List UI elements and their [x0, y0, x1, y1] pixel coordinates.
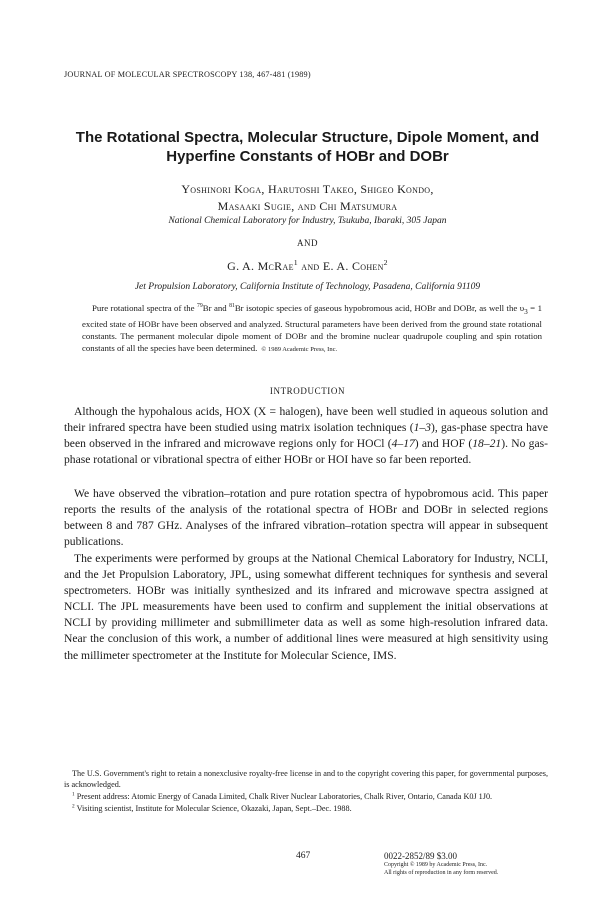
paragraph-text: ). No gas-phase rotational or vibrational spectra of either HOBr or HOI have so far been reported.: [64, 437, 548, 467]
intro-paragraph-3: The experiments were performed by groups at the National Chemical Laboratory for Industry, NCLI, and the Jet Propulsion Laboratory, JPL, using somewhat different techniques for synthesis and several spectrometers. HOBr was initially synthesized and its infrared and microwave spectra assigned at NCLI. The JPL measurements have been used to confirm and supplement the initial observations at NCLI by providing millimeter and submillimeter data as well as some high-resolution infrared data. Near the conclusion of this work, a number of additional lines were measured at high sensitivity using the millimeter spectrometer at the Institute for Molecular Science, IMS.: [64, 552, 548, 662]
footnote-government: The U.S. Government's right to retain a nonexclusive royalty-free license in and to the copyright covering this paper, for governmental purposes, is acknowledged.: [64, 769, 548, 789]
abstract-text: Br isotopic species of gaseous hypobromous acid, HOBr and DOBr, as well the υ: [234, 303, 525, 313]
rights-statement: All rights of reproduction in any form reserved.: [384, 870, 499, 876]
authors-line-2: Masaaki Sugie, and Chi Matsumura: [217, 199, 398, 213]
author-cohen: E. A. Cohen: [322, 259, 384, 273]
isotope-81: 81: [229, 303, 235, 310]
footnote-2: [64, 803, 548, 814]
section-heading-introduction: INTRODUCTION: [269, 386, 346, 396]
footnote-2-mark: 2: [72, 803, 75, 810]
abstract-text: = 1 excited state of HOBr have been observed and analyzed. Structural parameters have been derived from the ground state rotational constants. The permanent molecular dipole moment of DOBr and the bromine nuclear quadrupole coupling and spin rotation constants of all the species have been determined.: [82, 303, 542, 354]
footnote-2-text: Visiting scientist, Institute for Molecular Science, Okazaki, Japan, Sept.–Dec. 1988.: [74, 804, 352, 813]
title-line-1: The Rotational Spectra, Molecular Structure, Dipole Moment, and: [75, 129, 540, 146]
footnote-mark-2: 2: [383, 258, 388, 267]
publisher-copyright: Copyright © 1989 by Academic Press, Inc.: [384, 862, 488, 868]
footnote-1-text: Present address: Atomic Energy of Canada Limited, Chalk River Nuclear Laboratories, Chalk River, Ontario, Canada K0J 1J0.: [74, 792, 493, 801]
author-group-separator: AND: [297, 238, 318, 248]
reference-citation: 1–3: [413, 421, 431, 435]
title-line-2: Hyperfine Constants of HOBr and DOBr: [166, 148, 449, 165]
author-list-ncli: [40, 181, 575, 215]
footnotes: [64, 768, 548, 815]
isotope-79: 79: [197, 303, 203, 310]
footnote-1-mark: 1: [72, 791, 75, 798]
article-title: [40, 128, 575, 166]
page-number: 467: [296, 851, 311, 861]
footnote-1: [64, 791, 548, 802]
footnote-mark-1: 1: [293, 258, 298, 267]
author-mcrae: G. A. McRae: [227, 259, 294, 273]
publication-info: [384, 851, 564, 877]
issn-price: 0022-2852/89 $3.00: [384, 851, 457, 861]
vibration-subscript: 3: [524, 306, 528, 316]
paragraph-text: ) and HOF (: [414, 437, 473, 451]
affiliation-ncli: National Chemical Laboratory for Industry, Tsukuba, Ibaraki, 305 Japan: [168, 216, 447, 226]
intro-paragraph-1: [64, 404, 548, 468]
journal-header: JOURNAL OF MOLECULAR SPECTROSCOPY 138, 467-481 (1989): [64, 70, 311, 79]
affiliation-jpl: Jet Propulsion Laboratory, California Institute of Technology, Pasadena, California 91109: [134, 282, 481, 292]
abstract-copyright: © 1989 Academic Press, Inc.: [261, 346, 338, 354]
paragraph-text: Although the hypohalous acids, HOX (X = halogen), have been well studied in aqueous solution and their infrared spectra have been studied using matrix isolation techniques (: [64, 405, 548, 435]
intro-paragraph-2: We have observed the vibration–rotation and pure rotation spectra of hypobromous acid. This paper reports the results of the analysis of the rotational spectra of HOBr and DOBr in selected regions between 8 and 787 GHz. Analyses of the infrared vibration–rotation spectra will appear in subsequent publications.: [64, 487, 548, 549]
reference-citation: 4–17: [391, 437, 415, 451]
author-list-jpl: [40, 258, 575, 275]
abstract-text: Br and: [202, 303, 230, 313]
paragraph-text: ), gas-phase spectra have been observed in the infrared and microwave regions only for HOCl (: [64, 421, 548, 451]
authors-line-1: Yoshinori Koga, Harutoshi Takeo, Shigeo Kondo,: [181, 182, 434, 196]
author-join: and: [297, 259, 323, 273]
reference-citation: 18–21: [472, 437, 502, 451]
abstract: [82, 302, 542, 357]
abstract-text: Pure rotational spectra of the: [92, 303, 197, 313]
